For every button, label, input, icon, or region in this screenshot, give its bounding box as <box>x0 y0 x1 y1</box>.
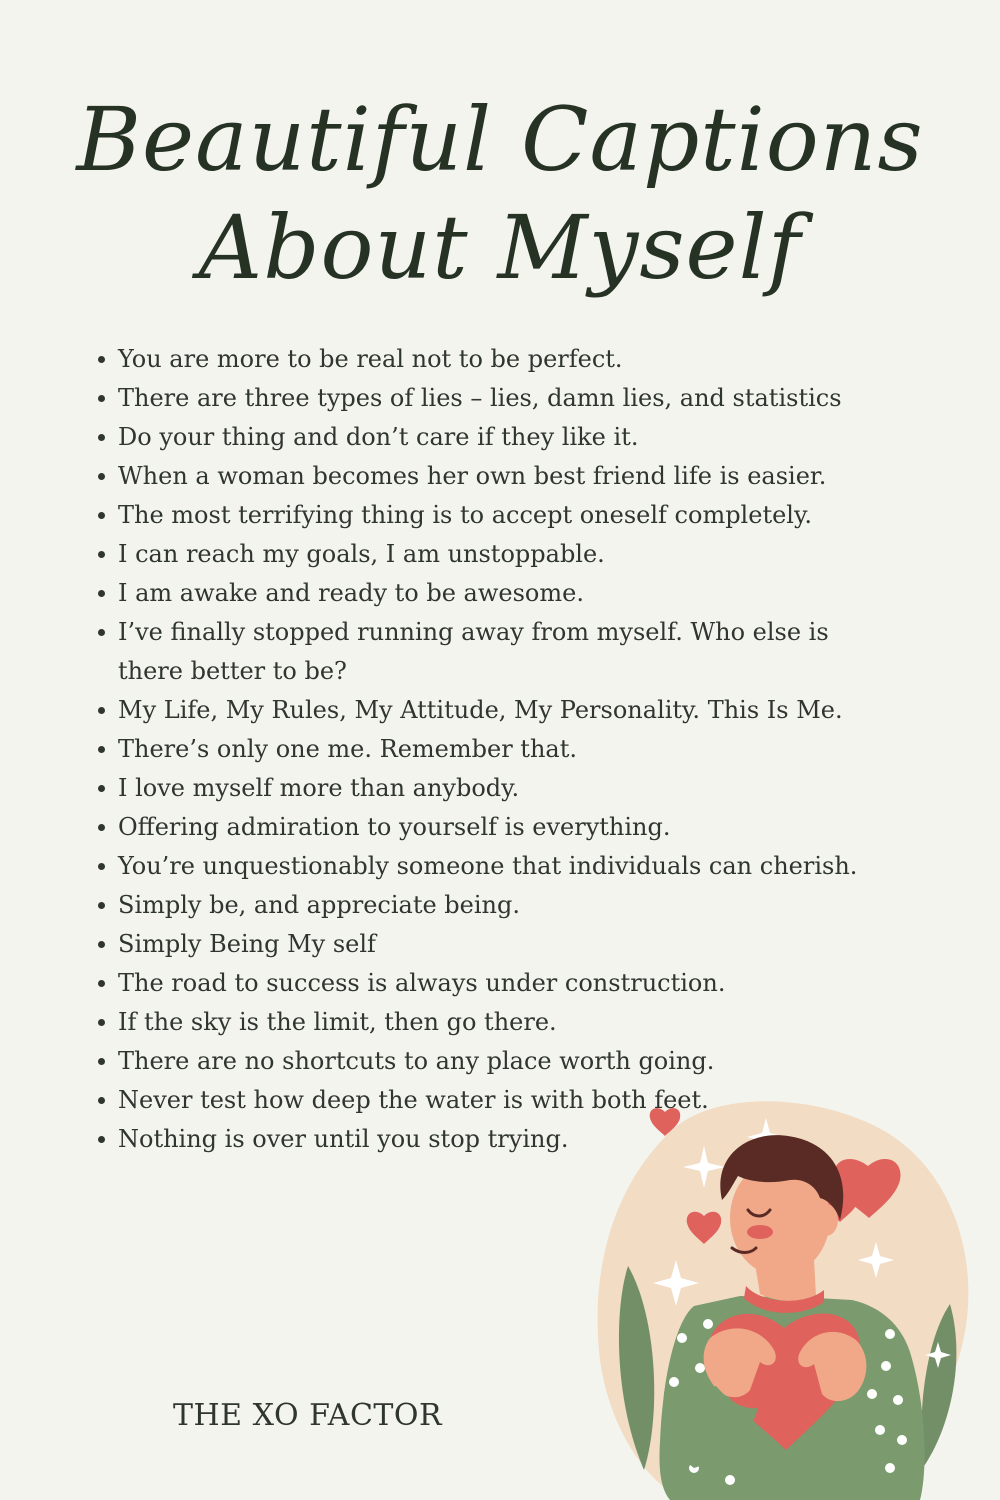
caption-item: When a woman becomes her own best friend life is easier. <box>96 457 872 496</box>
caption-item: Simply Being My self <box>96 925 872 964</box>
caption-item: Offering admiration to yourself is everything. <box>96 808 872 847</box>
caption-item: Do your thing and don’t care if they like it. <box>96 418 872 457</box>
caption-item: The road to success is always under construction. <box>96 964 872 1003</box>
person-hugging-heart-illustration <box>590 1090 1000 1500</box>
caption-item: I can reach my goals, I am unstoppable. <box>96 535 872 574</box>
caption-item: The most terrifying thing is to accept oneself completely. <box>96 496 872 535</box>
caption-item: I’ve finally stopped running away from myself. Who else is there better to be? <box>96 613 872 691</box>
caption-item: Never test how deep the water is with both feet. <box>96 1081 872 1120</box>
caption-item: My Life, My Rules, My Attitude, My Personality. This Is Me. <box>96 691 872 730</box>
caption-list <box>96 340 872 1159</box>
title-line-2: About Myself <box>198 196 802 299</box>
caption-item: You are more to be real not to be perfect. <box>96 340 872 379</box>
page-title <box>0 86 1000 302</box>
title-line-1: Beautiful Captions <box>76 88 924 191</box>
blush <box>747 1225 773 1239</box>
caption-item: You’re unquestionably someone that individuals can cherish. <box>96 847 872 886</box>
caption-item: There are three types of lies – lies, damn lies, and statistics <box>96 379 872 418</box>
caption-item: Simply be, and appreciate being. <box>96 886 872 925</box>
caption-item: I am awake and ready to be awesome. <box>96 574 872 613</box>
caption-item: There’s only one me. Remember that. <box>96 730 872 769</box>
brand-name: THE XO FACTOR <box>173 1398 443 1433</box>
caption-item: If the sky is the limit, then go there. <box>96 1003 872 1042</box>
caption-item: Nothing is over until you stop trying. <box>96 1120 872 1159</box>
caption-item: I love myself more than anybody. <box>96 769 872 808</box>
caption-item: There are no shortcuts to any place worth going. <box>96 1042 872 1081</box>
